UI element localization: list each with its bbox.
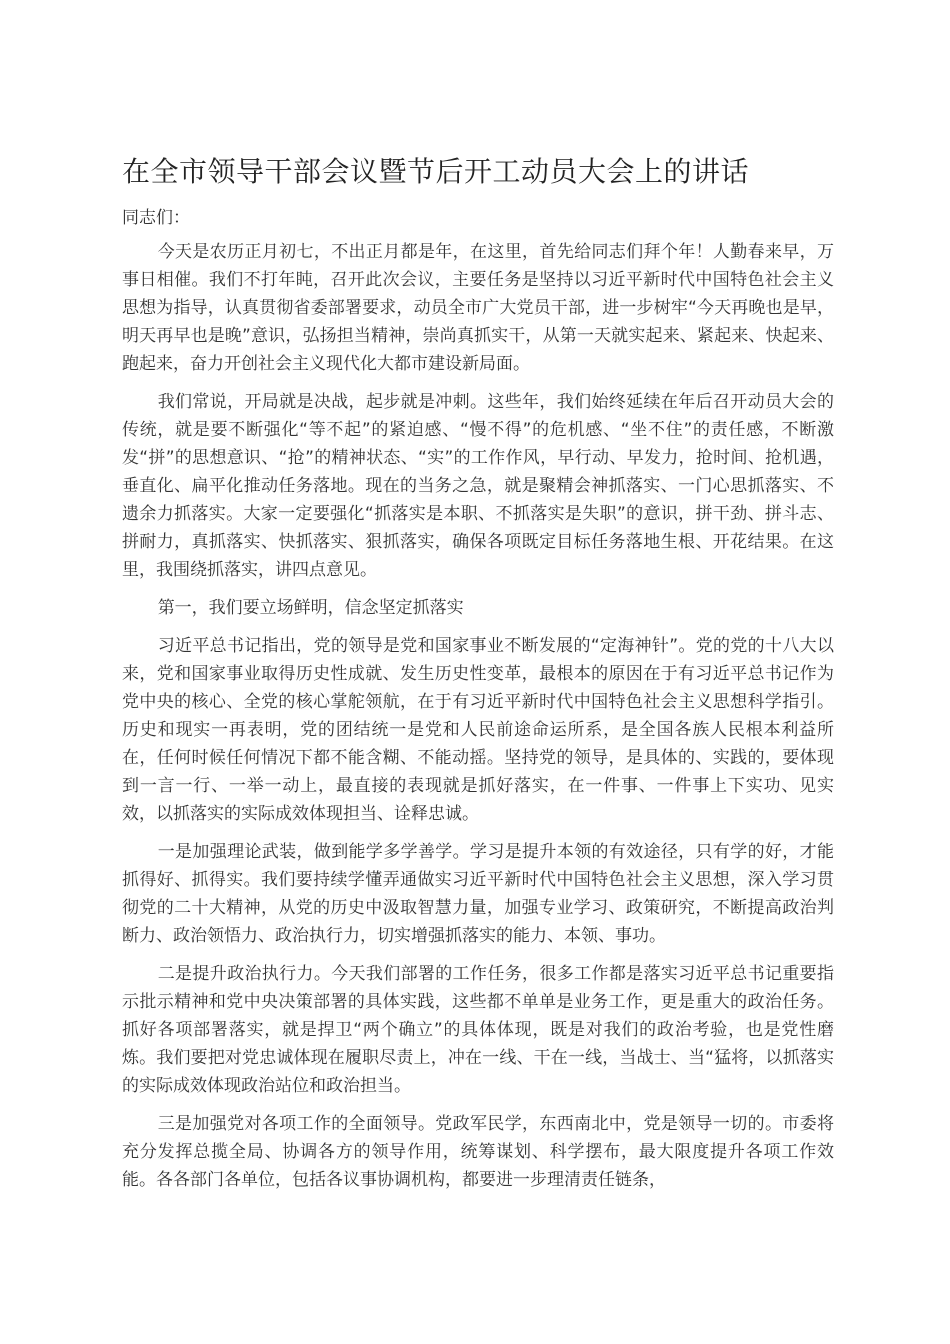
paragraph-context: 我们常说，开局就是决战，起步就是冲刺。这些年，我们始终延续在年后召开动员大会的传统，就是要不断强化“等不起”的紧迫感、“慢不得”的危机感、“坐不住”的责任感，不断激发“拼”的思想意识、“抢”的精神状态、“实”的工作作风，早行动、早发力，抢时间、抢机遇，垂直化、扁平化推动任务落地。现在的当务之急，就是聚精会神抓落实、一门心思抓落实、不遗余力抓落实。大家一定要强化“抓落实是本职、不抓落实是失职”的意识，拼干劲、拼斗志、拼耐力，真抓落实、快抓落实、狠抓落实，确保各项既定目标任务落地生根、开花结果。在这里，我围绕抓落实，讲四点意见。 <box>122 392 834 580</box>
document-page <box>122 150 834 1204</box>
paragraph-opening: 今天是农历正月初七，不出正月都是年，在这里，首先给同志们拜个年！人勤春来早，万事日相催。我们不打年盹，召开此次会议，主要任务是坚持以习近平新时代中国特色社会主义思想为指导，认真贯彻省委部署要求，动员全市广大党员干部，进一步树牢“今天再晚也是早，明天再早也是晚”意识，弘扬担当精神，崇尚真抓实干，从第一天就实起来、紧起来、快起来、跑起来，奋力开创社会主义现代化大都市建设新局面。 <box>122 242 834 374</box>
greeting: 同志们： <box>122 208 190 228</box>
document-title: 在全市领导干部会议暨节后开工动员大会上的讲话 <box>122 155 750 188</box>
paragraph-party-leadership: 习近平总书记指出，党的领导是党和国家事业不断发展的“定海神针”。党的党的十八大以来，党和国家事业取得历史性成就、发生历史性变革，最根本的原因在于有习近平总书记作为党中央的核心、全党的核心掌舵领航，在于有习近平新时代中国特色社会主义思想科学指引。历史和现实一再表明，党的团结统一是党和人民前途命运所系，是全国各族人民根本利益所在，任何时候任何情况下都不能含糊、不能动摇。坚持党的领导，是具体的、实践的，要体现到一言一行、一举一动上，最直接的表现就是抓好落实，在一件事、一件事上下实功、见实效，以抓落实的实际成效体现担当、诠释忠诚。 <box>122 636 834 824</box>
section-heading-first: 第一，我们要立场鲜明，信念坚定抓落实 <box>157 598 464 618</box>
paragraph-point-one: 一是加强理论武装，做到能学多学善学。学习是提升本领的有效途径，只有学的好，才能抓得好、抓得实。我们要持续学懂弄通做实习近平新时代中国特色社会主义思想，深入学习贯彻党的二十大精神，从党的历史中汲取智慧力量，加强专业学习、政策研究，不断提高政治判断力、政治领悟力、政治执行力，切实增强抓落实的能力、本领、事功。 <box>122 842 834 946</box>
paragraph-point-three: 三是加强党对各项工作的全面领导。党政军民学，东西南北中，党是领导一切的。市委将充分发挥总揽全局、协调各方的领导作用，统筹谋划、科学摆布，最大限度提升各项工作效能。各各部门各单位，包括各议事协调机构，都要进一步理清责任链条， <box>122 1114 834 1190</box>
paragraph-point-two: 二是提升政治执行力。今天我们部署的工作任务，很多工作都是落实习近平总书记重要指示批示精神和党中央决策部署的具体实践，这些都不单单是业务工作，更是重大的政治任务。抓好各项部署落实，就是捍卫“两个确立”的具体体现，既是对我们的政治考验，也是党性磨炼。我们要把对党忠诚体现在履职尽责上，冲在一线、干在一线，当战士、当“猛将，以抓落实的实际成效体现政治站位和政治担当。 <box>122 964 834 1096</box>
